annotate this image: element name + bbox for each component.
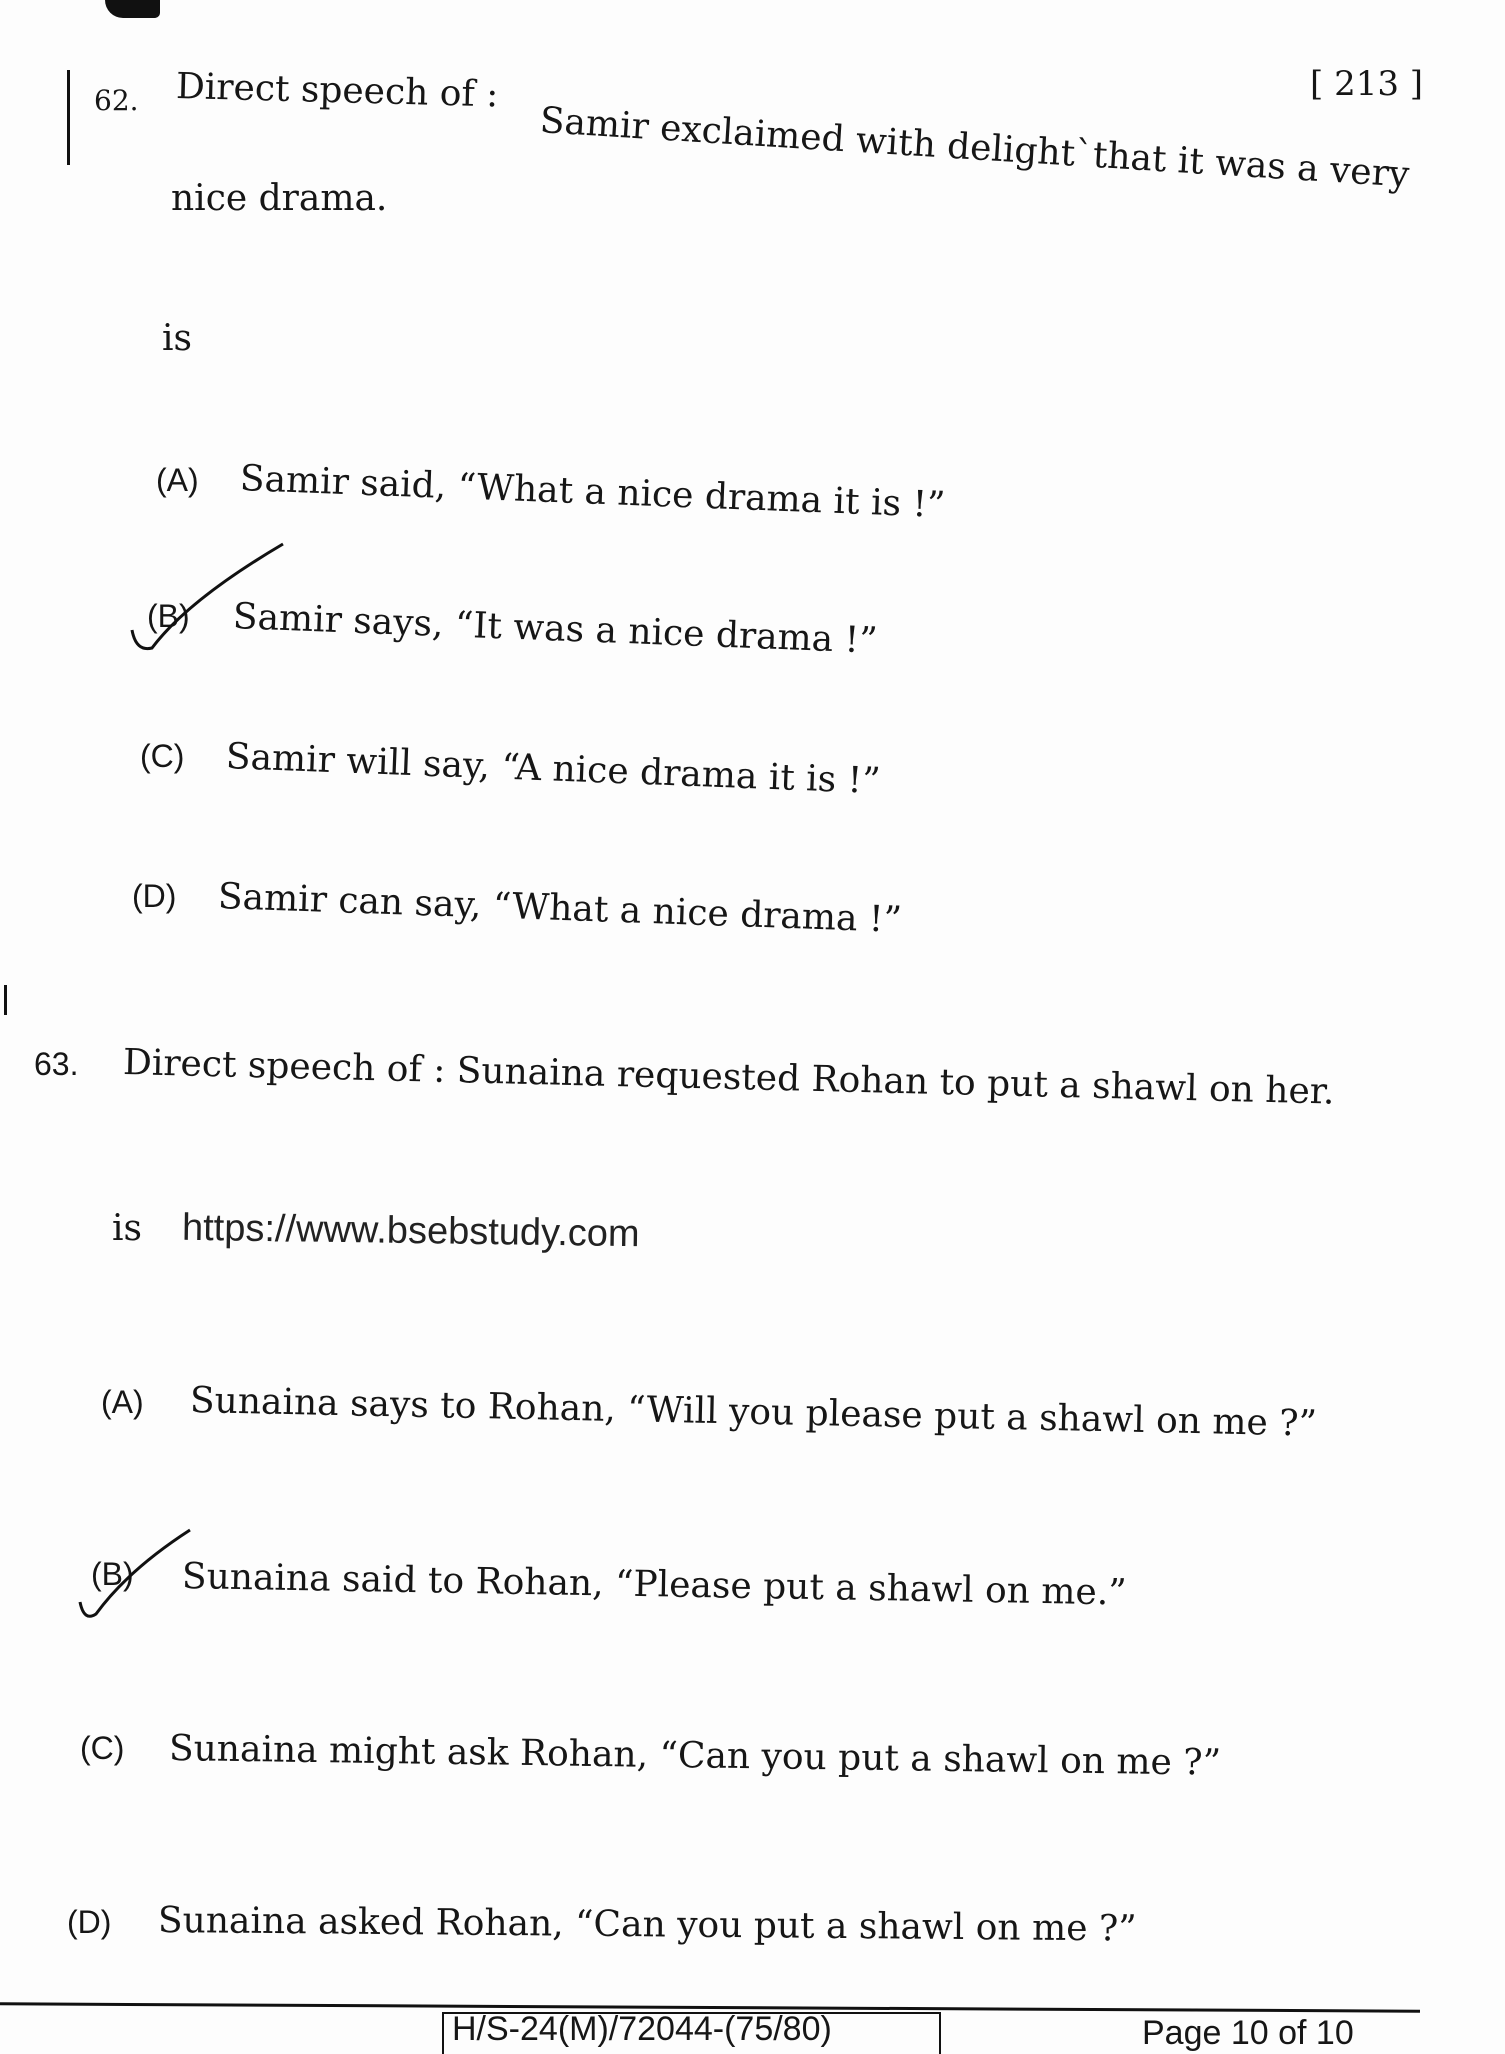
q63-number: 63.	[34, 1046, 79, 1082]
q62-prompt-cont: nice drama.	[171, 178, 388, 219]
q62-is: is	[162, 318, 192, 359]
checkmark-icon	[78, 1530, 198, 1625]
q62-option-c-label: (C)	[140, 738, 185, 774]
q62-option-a: Samir said, “What a nice drama it is !”	[239, 458, 947, 527]
q62-prompt-end: Samir exclaimed with delight`that it was a very	[538, 100, 1411, 196]
checkmark-icon	[128, 540, 288, 660]
q63-option-c-label: (C)	[80, 1730, 125, 1766]
margin-line	[67, 70, 70, 165]
q63-option-b-label: (B)	[91, 1556, 134, 1592]
footer-code: H/S-24(M)/72044-(75/80)	[452, 2010, 832, 2048]
q62-number: 62.	[94, 84, 139, 117]
q63-option-c: Sunaina might ask Rohan, “Can you put a shawl on me ?”	[168, 1728, 1222, 1784]
q62-prompt-start: Direct speech of :	[175, 66, 499, 116]
q62-option-d: Samir can say, “What a nice drama !”	[217, 876, 903, 941]
q62-option-a-label: (A)	[156, 462, 199, 498]
q63-option-a-label: (A)	[101, 1384, 144, 1420]
watermark-url: https://www.bsebstudy.com	[181, 1206, 640, 1256]
q62-option-b-label: (B)	[147, 598, 190, 634]
q62-option-d-label: (D)	[132, 878, 177, 914]
corner-mark	[105, 0, 160, 18]
q63-option-b: Sunaina said to Rohan, “Please put a shawl on me.”	[181, 1556, 1128, 1614]
footer-page: Page 10 of 10	[1142, 2014, 1354, 2052]
margin-line	[4, 985, 7, 1015]
q62-option-c: Samir will say, “A nice drama it is !”	[225, 736, 882, 803]
q63-prompt: Direct speech of : Sunaina requested Rohan to put a shawl on her.	[122, 1042, 1335, 1113]
q62-option-b: Samir says, “It was a nice drama !”	[232, 596, 879, 662]
q63-option-d-label: (D)	[67, 1904, 112, 1940]
q63-option-d: Sunaina asked Rohan, “Can you put a shawl on me ?”	[157, 1900, 1137, 1950]
q63-option-a: Sunaina says to Rohan, “Will you please put a shawl on me ?”	[189, 1380, 1318, 1445]
q63-is: is	[112, 1208, 142, 1249]
page-marker: [ 213 ]	[1310, 64, 1424, 104]
